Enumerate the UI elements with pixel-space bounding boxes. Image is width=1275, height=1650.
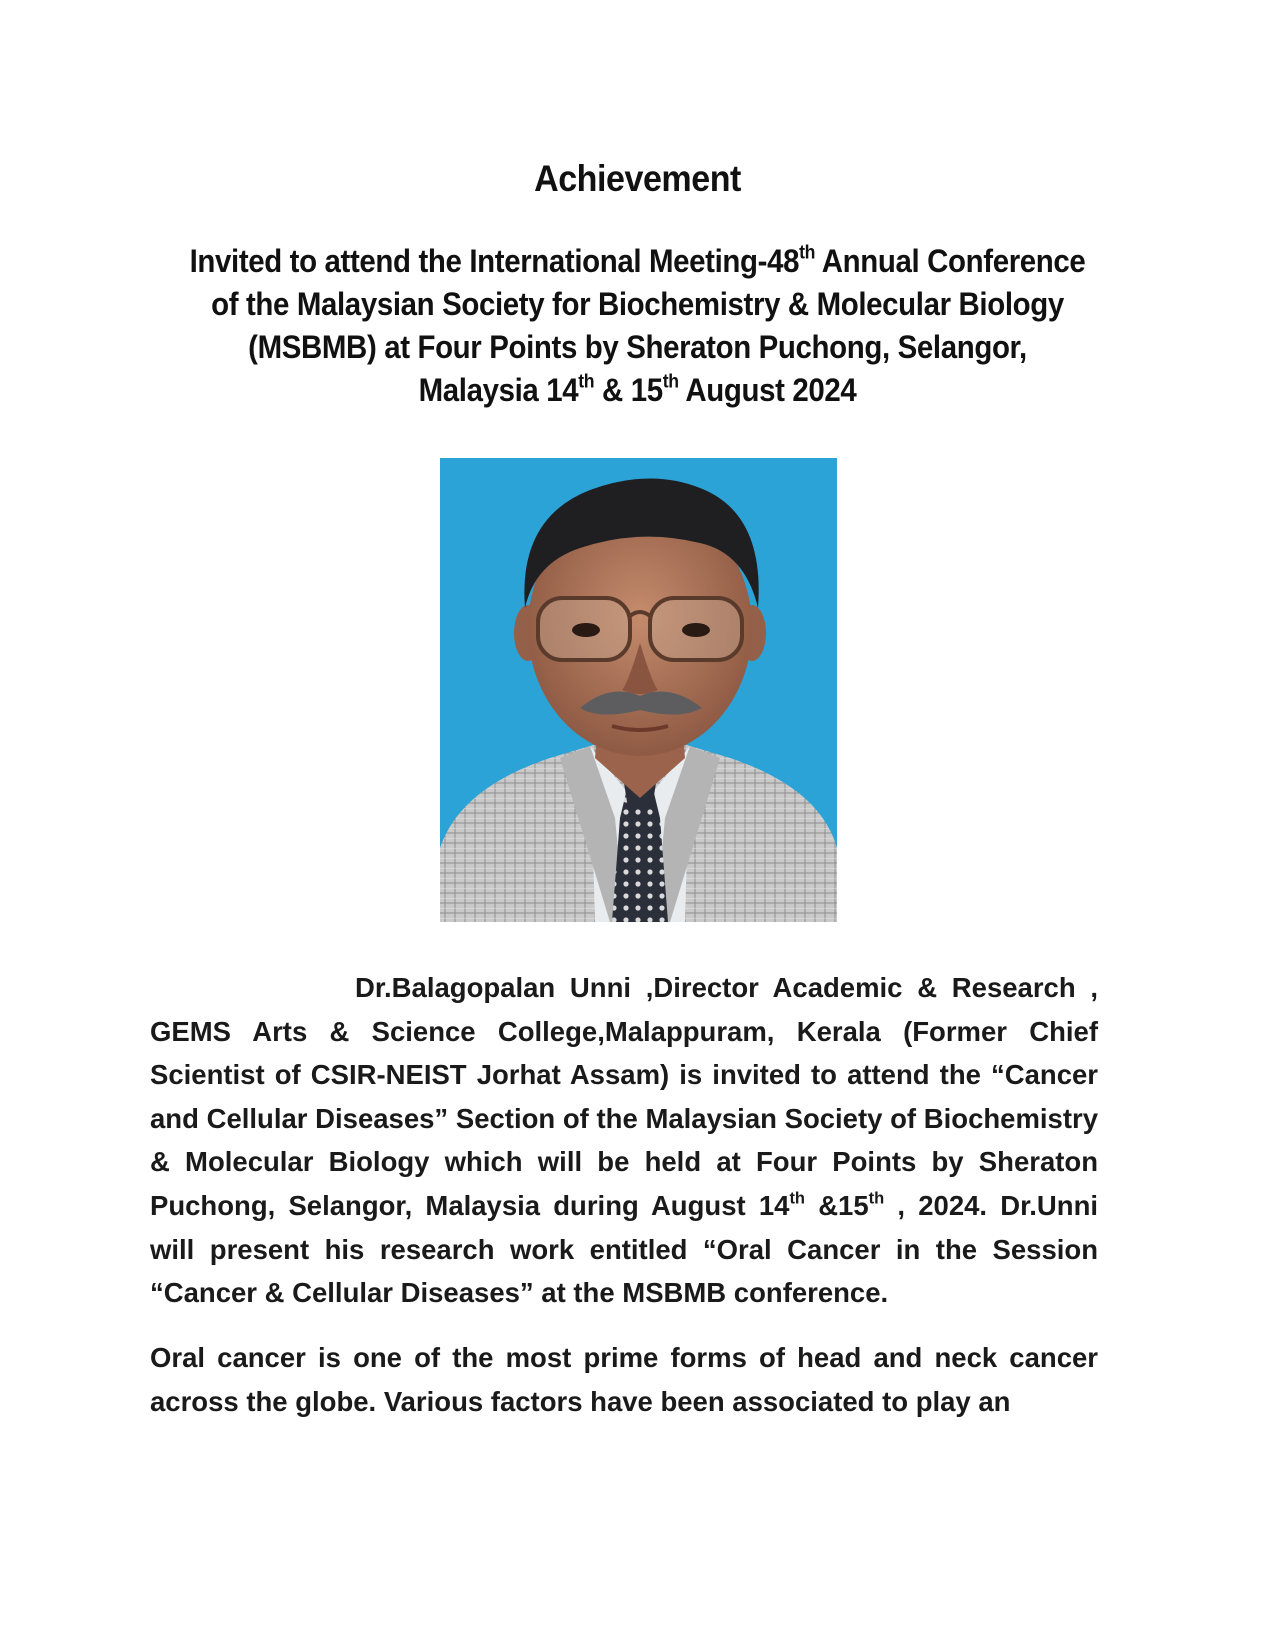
presentation-text: , 2024. Dr.Unni will present his research work entitled “Oral Cancer in the Session “Cancer & Cellular Diseases” at the MSBMB conference.: [150, 1189, 1099, 1309]
date-text-b: &15: [805, 1189, 869, 1221]
right-eye: [682, 623, 710, 637]
portrait-illustration: [440, 458, 837, 922]
heading-line-1a: Invited to attend the International Meeting-48: [189, 243, 800, 279]
heading-line-3: (MSBMB) at Four Points by Sheraton Puchong, Selangor,: [248, 329, 1027, 365]
ordinal-suffix: th: [662, 371, 679, 393]
event-heading: [180, 240, 1095, 412]
heading-line-4c: August 2024: [678, 372, 857, 408]
heading-line-2: of the Malaysian Society for Biochemistry & Molecular Biology: [211, 286, 1064, 322]
left-eye: [572, 623, 600, 637]
ordinal-suffix: th: [868, 1189, 885, 1208]
paragraph-oral-cancer: Oral cancer is one of the most prime forms of head and neck cancer across the globe. Various factors have been associated to play an: [150, 1342, 1098, 1417]
ordinal-suffix: th: [789, 1189, 806, 1208]
date-text-a: during August 14: [540, 1189, 790, 1221]
invitation-text: Dr.Balagopalan Unni ,Director Academic & Research , GEMS Arts & Science College,Malappuram, Kerala (Former Chief Scientist of CSIR-NEIST Jorhat Assam) is invited to attend the “Cancer and Cellular Diseases” Section of the Malaysian Society of Biochemistry & Molecular Biology which will be held at: [150, 972, 1098, 1178]
heading-line-4b: & 15: [594, 372, 663, 408]
heading-line-1b: Annual Conference: [815, 243, 1086, 279]
ordinal-suffix: th: [799, 242, 816, 264]
portrait-photo: [440, 458, 837, 922]
heading-line-4a: Malaysia 14: [418, 372, 579, 408]
page-title: Achievement: [534, 158, 741, 199]
venue-text: Four Points by Sheraton Puchong, Selangor, Malaysia: [150, 1146, 1098, 1221]
paragraph-invitation: [150, 966, 1098, 1315]
ordinal-suffix: th: [578, 371, 595, 393]
